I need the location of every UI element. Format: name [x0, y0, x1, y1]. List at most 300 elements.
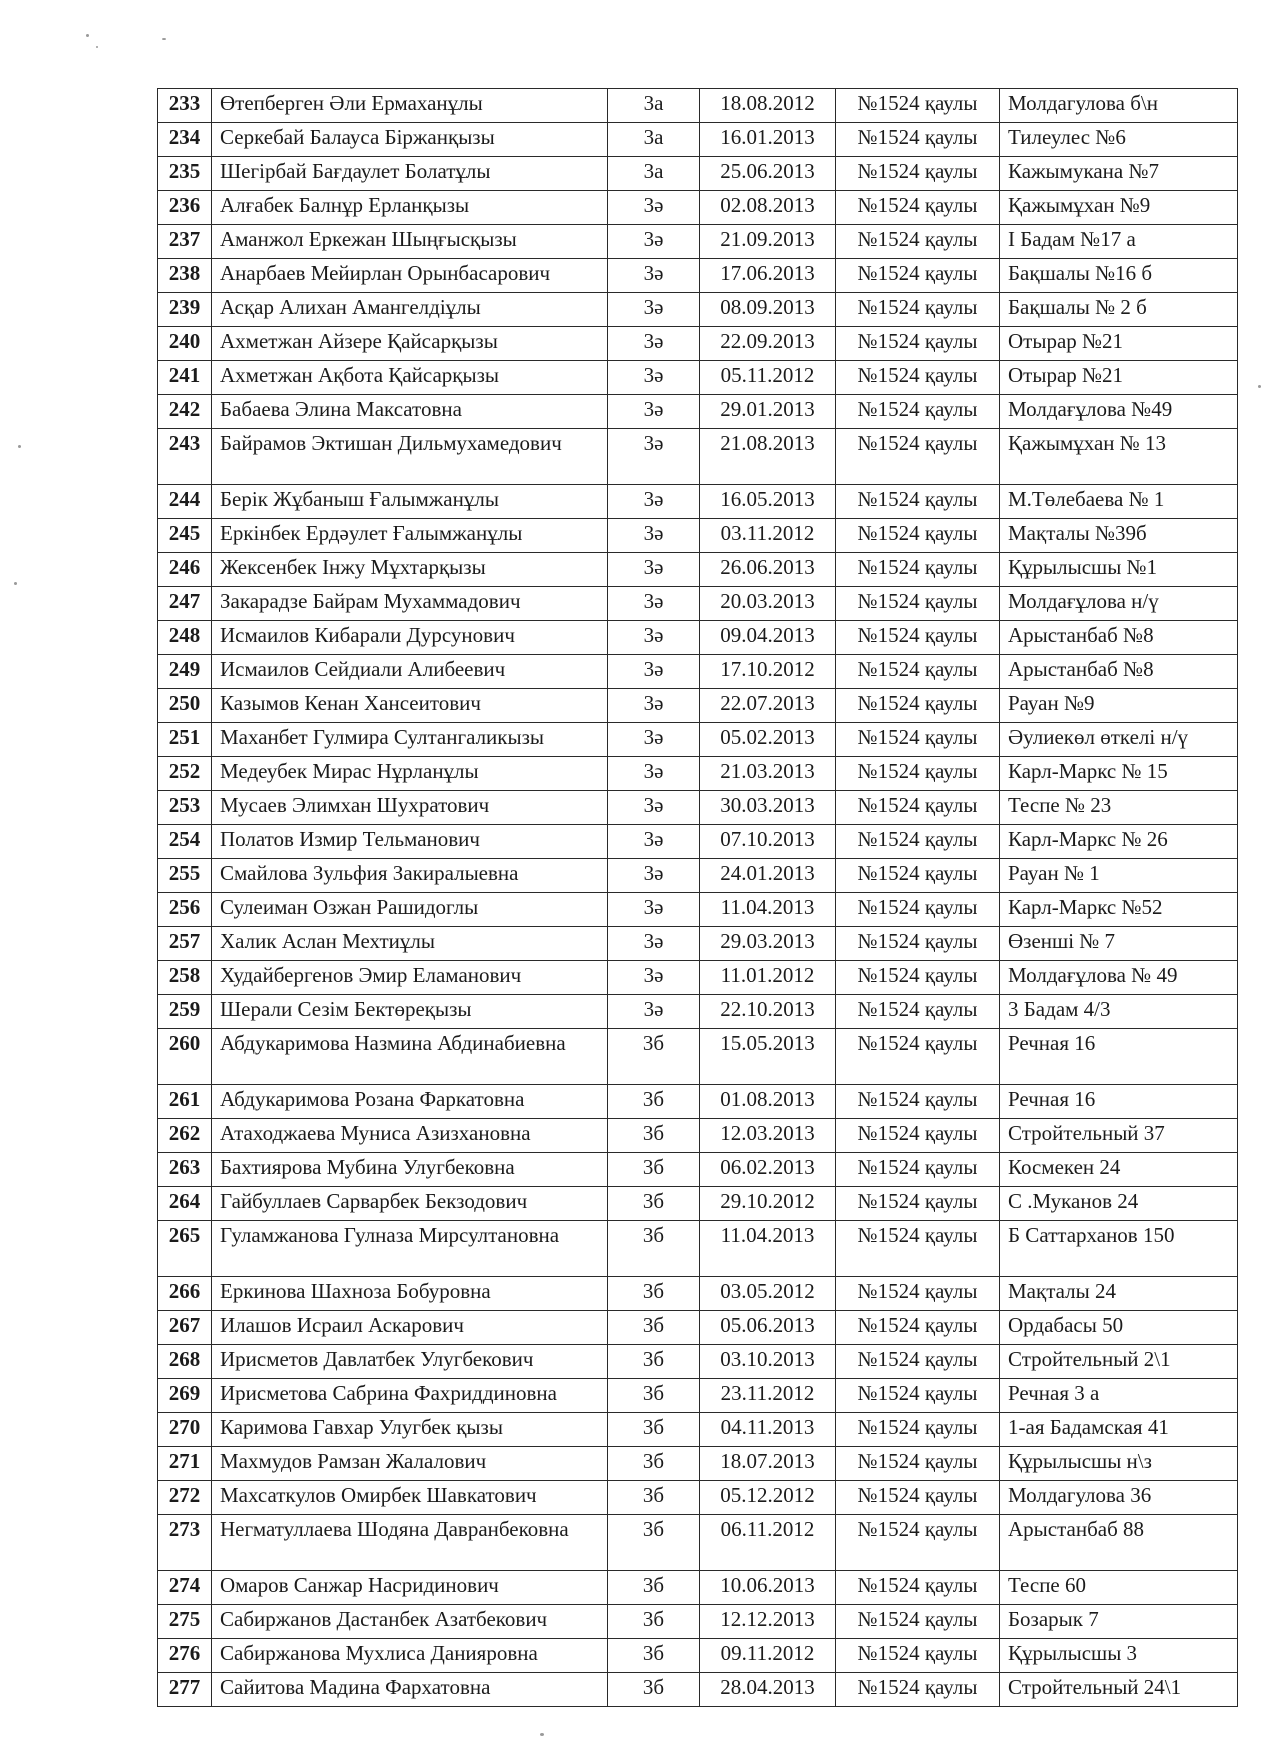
student-name-cell: Бабаева Элина Максатовна — [212, 395, 608, 429]
decree-ref-cell: №1524 қаулы — [836, 1277, 1000, 1311]
scan-speck — [96, 46, 98, 48]
home-address-cell: С .Муканов 24 — [1000, 1187, 1238, 1221]
row-number-cell: 257 — [158, 927, 212, 961]
table-row — [158, 519, 1238, 553]
student-name-cell: Гуламжанова Гулназа Мирсултановна — [212, 1221, 608, 1277]
birth-date-cell: 20.03.2013 — [700, 587, 836, 621]
decree-ref-cell: №1524 қаулы — [836, 587, 1000, 621]
student-roster-table — [157, 88, 1238, 1707]
home-address-cell: Арыстанбаб 88 — [1000, 1515, 1238, 1571]
birth-date-cell: 11.01.2012 — [700, 961, 836, 995]
class-name-cell: 3ә — [608, 757, 700, 791]
student-name-cell: Полатов Измир Тельманович — [212, 825, 608, 859]
birth-date-cell: 21.08.2013 — [700, 429, 836, 485]
table-row — [158, 1639, 1238, 1673]
student-name-cell: Сулеиман Озжан Рашидоглы — [212, 893, 608, 927]
scan-speck — [14, 582, 17, 585]
birth-date-cell: 11.04.2013 — [700, 893, 836, 927]
birth-date-cell: 17.06.2013 — [700, 259, 836, 293]
birth-date-cell: 16.05.2013 — [700, 485, 836, 519]
student-name-cell: Өтепберген Әли Ермаханұлы — [212, 89, 608, 123]
student-name-cell: Сабиржанов Дастанбек Азатбекович — [212, 1605, 608, 1639]
class-name-cell: 3б — [608, 1571, 700, 1605]
class-name-cell: 3ә — [608, 961, 700, 995]
home-address-cell: І Бадам №17 а — [1000, 225, 1238, 259]
decree-ref-cell: №1524 қаулы — [836, 757, 1000, 791]
table-row — [158, 1413, 1238, 1447]
table-row — [158, 395, 1238, 429]
birth-date-cell: 23.11.2012 — [700, 1379, 836, 1413]
table-row — [158, 1221, 1238, 1277]
student-name-cell: Берік Жұбаныш Ғалымжанұлы — [212, 485, 608, 519]
student-name-cell: Шегірбай Бағдаулет Болатұлы — [212, 157, 608, 191]
student-name-cell: Сайитова Мадина Фархатовна — [212, 1673, 608, 1707]
birth-date-cell: 22.09.2013 — [700, 327, 836, 361]
student-name-cell: Смайлова Зульфия Закиралыевна — [212, 859, 608, 893]
table-row — [158, 89, 1238, 123]
decree-ref-cell: №1524 қаулы — [836, 995, 1000, 1029]
birth-date-cell: 01.08.2013 — [700, 1085, 836, 1119]
student-name-cell: Каримова Гавхар Улугбек қызы — [212, 1413, 608, 1447]
home-address-cell: Молдағұлова № 49 — [1000, 961, 1238, 995]
home-address-cell: Отырар №21 — [1000, 361, 1238, 395]
home-address-cell: Бақшалы № 2 б — [1000, 293, 1238, 327]
home-address-cell: Теспе 60 — [1000, 1571, 1238, 1605]
student-name-cell: Абдукаримова Назмина Абдинабиевна — [212, 1029, 608, 1085]
birth-date-cell: 05.02.2013 — [700, 723, 836, 757]
class-name-cell: 3б — [608, 1119, 700, 1153]
decree-ref-cell: №1524 қаулы — [836, 1605, 1000, 1639]
row-number-cell: 234 — [158, 123, 212, 157]
class-name-cell: 3б — [608, 1515, 700, 1571]
table-row — [158, 1605, 1238, 1639]
home-address-cell: Әулиекөл өткелі н/ү — [1000, 723, 1238, 757]
table-row — [158, 1447, 1238, 1481]
home-address-cell: Қажымұхан №9 — [1000, 191, 1238, 225]
student-name-cell: Еркінбек Ердәулет Ғалымжанұлы — [212, 519, 608, 553]
table-row — [158, 1187, 1238, 1221]
class-name-cell: 3ә — [608, 995, 700, 1029]
home-address-cell: Кажымукана №7 — [1000, 157, 1238, 191]
row-number-cell: 270 — [158, 1413, 212, 1447]
class-name-cell: 3б — [608, 1221, 700, 1277]
birth-date-cell: 24.01.2013 — [700, 859, 836, 893]
class-name-cell: 3ә — [608, 519, 700, 553]
class-name-cell: 3б — [608, 1673, 700, 1707]
row-number-cell: 233 — [158, 89, 212, 123]
row-number-cell: 259 — [158, 995, 212, 1029]
student-name-cell: Маханбет Гулмира Султангаликызы — [212, 723, 608, 757]
roster-body — [158, 89, 1238, 1707]
class-name-cell: 3ә — [608, 395, 700, 429]
class-name-cell: 3ә — [608, 893, 700, 927]
birth-date-cell: 06.02.2013 — [700, 1153, 836, 1187]
decree-ref-cell: №1524 қаулы — [836, 961, 1000, 995]
home-address-cell: Арыстанбаб №8 — [1000, 655, 1238, 689]
decree-ref-cell: №1524 қаулы — [836, 1379, 1000, 1413]
decree-ref-cell: №1524 қаулы — [836, 1515, 1000, 1571]
class-name-cell: 3б — [608, 1605, 700, 1639]
table-row — [158, 293, 1238, 327]
birth-date-cell: 26.06.2013 — [700, 553, 836, 587]
row-number-cell: 245 — [158, 519, 212, 553]
student-name-cell: Еркинова Шахноза Бобуровна — [212, 1277, 608, 1311]
table-row — [158, 123, 1238, 157]
table-row — [158, 1571, 1238, 1605]
class-name-cell: 3ә — [608, 429, 700, 485]
class-name-cell: 3ә — [608, 791, 700, 825]
table-row — [158, 1277, 1238, 1311]
class-name-cell: 3ә — [608, 485, 700, 519]
decree-ref-cell: №1524 қаулы — [836, 1673, 1000, 1707]
decree-ref-cell: №1524 қаулы — [836, 157, 1000, 191]
class-name-cell: 3б — [608, 1311, 700, 1345]
decree-ref-cell: №1524 қаулы — [836, 293, 1000, 327]
row-number-cell: 269 — [158, 1379, 212, 1413]
class-name-cell: 3ә — [608, 927, 700, 961]
student-name-cell: Ирисметов Давлатбек Улугбекович — [212, 1345, 608, 1379]
decree-ref-cell: №1524 қаулы — [836, 1085, 1000, 1119]
row-number-cell: 273 — [158, 1515, 212, 1571]
home-address-cell: Бозарык 7 — [1000, 1605, 1238, 1639]
row-number-cell: 268 — [158, 1345, 212, 1379]
table-row — [158, 1311, 1238, 1345]
student-name-cell: Жексенбек Інжу Мұхтарқызы — [212, 553, 608, 587]
decree-ref-cell: №1524 қаулы — [836, 893, 1000, 927]
table-row — [158, 1029, 1238, 1085]
birth-date-cell: 10.06.2013 — [700, 1571, 836, 1605]
home-address-cell: Теспе № 23 — [1000, 791, 1238, 825]
table-row — [158, 927, 1238, 961]
decree-ref-cell: №1524 қаулы — [836, 1311, 1000, 1345]
home-address-cell: Молдағұлова №49 — [1000, 395, 1238, 429]
home-address-cell: Мақталы 24 — [1000, 1277, 1238, 1311]
home-address-cell: Космекен 24 — [1000, 1153, 1238, 1187]
table-row — [158, 621, 1238, 655]
home-address-cell: Карл-Маркс №52 — [1000, 893, 1238, 927]
decree-ref-cell: №1524 қаулы — [836, 89, 1000, 123]
table-row — [158, 1085, 1238, 1119]
home-address-cell: Речная 3 а — [1000, 1379, 1238, 1413]
table-row — [158, 1481, 1238, 1515]
class-name-cell: 3ә — [608, 191, 700, 225]
decree-ref-cell: №1524 қаулы — [836, 1187, 1000, 1221]
birth-date-cell: 05.06.2013 — [700, 1311, 836, 1345]
scan-speck — [540, 1733, 544, 1736]
decree-ref-cell: №1524 қаулы — [836, 723, 1000, 757]
table-row — [158, 587, 1238, 621]
home-address-cell: Отырар №21 — [1000, 327, 1238, 361]
row-number-cell: 256 — [158, 893, 212, 927]
home-address-cell: Өзенші № 7 — [1000, 927, 1238, 961]
row-number-cell: 238 — [158, 259, 212, 293]
home-address-cell: Қажымұхан № 13 — [1000, 429, 1238, 485]
home-address-cell: Речная 16 — [1000, 1085, 1238, 1119]
home-address-cell: Стройтельный 37 — [1000, 1119, 1238, 1153]
student-name-cell: Байрамов Эктишан Дильмухамедович — [212, 429, 608, 485]
table-row — [158, 1153, 1238, 1187]
birth-date-cell: 05.12.2012 — [700, 1481, 836, 1515]
class-name-cell: 3б — [608, 1379, 700, 1413]
student-name-cell: Исмаилов Кибарали Дурсунович — [212, 621, 608, 655]
class-name-cell: 3ә — [608, 327, 700, 361]
student-name-cell: Бахтиярова Мубина Улугбековна — [212, 1153, 608, 1187]
row-number-cell: 263 — [158, 1153, 212, 1187]
row-number-cell: 243 — [158, 429, 212, 485]
table-row — [158, 1379, 1238, 1413]
table-row — [158, 259, 1238, 293]
class-name-cell: 3ә — [608, 225, 700, 259]
class-name-cell: 3б — [608, 1345, 700, 1379]
decree-ref-cell: №1524 қаулы — [836, 927, 1000, 961]
row-number-cell: 249 — [158, 655, 212, 689]
class-name-cell: 3а — [608, 89, 700, 123]
birth-date-cell: 03.11.2012 — [700, 519, 836, 553]
student-name-cell: Атаходжаева Муниса Азизхановна — [212, 1119, 608, 1153]
birth-date-cell: 09.11.2012 — [700, 1639, 836, 1673]
birth-date-cell: 17.10.2012 — [700, 655, 836, 689]
home-address-cell: 1-ая Бадамская 41 — [1000, 1413, 1238, 1447]
table-row — [158, 191, 1238, 225]
row-number-cell: 244 — [158, 485, 212, 519]
decree-ref-cell: №1524 қаулы — [836, 485, 1000, 519]
decree-ref-cell: №1524 қаулы — [836, 327, 1000, 361]
home-address-cell: Мақталы №39б — [1000, 519, 1238, 553]
class-name-cell: 3ә — [608, 553, 700, 587]
student-name-cell: Сабиржанова Мухлиса Данияровна — [212, 1639, 608, 1673]
home-address-cell: Ордабасы 50 — [1000, 1311, 1238, 1345]
decree-ref-cell: №1524 қаулы — [836, 429, 1000, 485]
row-number-cell: 265 — [158, 1221, 212, 1277]
class-name-cell: 3б — [608, 1187, 700, 1221]
table-row — [158, 327, 1238, 361]
class-name-cell: 3ә — [608, 361, 700, 395]
table-row — [158, 157, 1238, 191]
class-name-cell: 3ә — [608, 621, 700, 655]
birth-date-cell: 03.05.2012 — [700, 1277, 836, 1311]
home-address-cell: Бақшалы №16 б — [1000, 259, 1238, 293]
birth-date-cell: 15.05.2013 — [700, 1029, 836, 1085]
home-address-cell: Рауан №9 — [1000, 689, 1238, 723]
home-address-cell: Арыстанбаб №8 — [1000, 621, 1238, 655]
decree-ref-cell: №1524 қаулы — [836, 655, 1000, 689]
home-address-cell: Стройтельный 2\1 — [1000, 1345, 1238, 1379]
row-number-cell: 236 — [158, 191, 212, 225]
row-number-cell: 261 — [158, 1085, 212, 1119]
birth-date-cell: 03.10.2013 — [700, 1345, 836, 1379]
student-name-cell: Казымов Кенан Хансеитович — [212, 689, 608, 723]
student-name-cell: Ахметжан Ақбота Қайсарқызы — [212, 361, 608, 395]
birth-date-cell: 21.03.2013 — [700, 757, 836, 791]
row-number-cell: 271 — [158, 1447, 212, 1481]
table-row — [158, 723, 1238, 757]
class-name-cell: 3ә — [608, 655, 700, 689]
student-name-cell: Махсаткулов Омирбек Шавкатович — [212, 1481, 608, 1515]
birth-date-cell: 11.04.2013 — [700, 1221, 836, 1277]
home-address-cell: Құрылысшы №1 — [1000, 553, 1238, 587]
decree-ref-cell: №1524 қаулы — [836, 859, 1000, 893]
birth-date-cell: 30.03.2013 — [700, 791, 836, 825]
class-name-cell: 3ә — [608, 293, 700, 327]
birth-date-cell: 05.11.2012 — [700, 361, 836, 395]
row-number-cell: 276 — [158, 1639, 212, 1673]
student-name-cell: Илашов Исраил Аскарович — [212, 1311, 608, 1345]
student-name-cell: Гайбуллаев Сарварбек Бекзодович — [212, 1187, 608, 1221]
student-name-cell: Ахметжан Айзере Қайсарқызы — [212, 327, 608, 361]
row-number-cell: 248 — [158, 621, 212, 655]
home-address-cell: 3 Бадам 4/3 — [1000, 995, 1238, 1029]
class-name-cell: 3б — [608, 1639, 700, 1673]
table-row — [158, 825, 1238, 859]
student-name-cell: Худайбергенов Эмир Еламанович — [212, 961, 608, 995]
birth-date-cell: 22.10.2013 — [700, 995, 836, 1029]
decree-ref-cell: №1524 қаулы — [836, 1221, 1000, 1277]
row-number-cell: 274 — [158, 1571, 212, 1605]
birth-date-cell: 06.11.2012 — [700, 1515, 836, 1571]
table-row — [158, 485, 1238, 519]
table-row — [158, 791, 1238, 825]
home-address-cell: М.Төлебаева № 1 — [1000, 485, 1238, 519]
class-name-cell: 3б — [608, 1085, 700, 1119]
student-name-cell: Халик Аслан Мехтиұлы — [212, 927, 608, 961]
birth-date-cell: 18.08.2012 — [700, 89, 836, 123]
birth-date-cell: 08.09.2013 — [700, 293, 836, 327]
student-name-cell: Закарадзе Байрам Мухаммадович — [212, 587, 608, 621]
decree-ref-cell: №1524 қаулы — [836, 123, 1000, 157]
row-number-cell: 275 — [158, 1605, 212, 1639]
row-number-cell: 277 — [158, 1673, 212, 1707]
decree-ref-cell: №1524 қаулы — [836, 225, 1000, 259]
birth-date-cell: 28.04.2013 — [700, 1673, 836, 1707]
class-name-cell: 3ә — [608, 259, 700, 293]
home-address-cell: Б Саттарханов 150 — [1000, 1221, 1238, 1277]
decree-ref-cell: №1524 қаулы — [836, 1153, 1000, 1187]
row-number-cell: 240 — [158, 327, 212, 361]
student-name-cell: Шерали Сезім Бектөреқызы — [212, 995, 608, 1029]
row-number-cell: 253 — [158, 791, 212, 825]
student-name-cell: Исмаилов Сейдиали Алибеевич — [212, 655, 608, 689]
row-number-cell: 272 — [158, 1481, 212, 1515]
decree-ref-cell: №1524 қаулы — [836, 395, 1000, 429]
row-number-cell: 250 — [158, 689, 212, 723]
class-name-cell: 3ә — [608, 825, 700, 859]
birth-date-cell: 07.10.2013 — [700, 825, 836, 859]
row-number-cell: 264 — [158, 1187, 212, 1221]
student-name-cell: Асқар Алихан Амангелдіұлы — [212, 293, 608, 327]
class-name-cell: 3ә — [608, 689, 700, 723]
scan-speck — [1258, 385, 1261, 388]
table-row — [158, 757, 1238, 791]
home-address-cell: Карл-Маркс № 26 — [1000, 825, 1238, 859]
birth-date-cell: 21.09.2013 — [700, 225, 836, 259]
class-name-cell: 3ә — [608, 587, 700, 621]
table-row — [158, 1673, 1238, 1707]
student-name-cell: Ирисметова Сабрина Фахриддиновна — [212, 1379, 608, 1413]
student-name-cell: Негматуллаева Шодяна Давранбековна — [212, 1515, 608, 1571]
table-row — [158, 1515, 1238, 1571]
home-address-cell: Карл-Маркс № 15 — [1000, 757, 1238, 791]
decree-ref-cell: №1524 қаулы — [836, 621, 1000, 655]
student-name-cell: Серкебай Балауса Біржанқызы — [212, 123, 608, 157]
home-address-cell: Молдагулова 36 — [1000, 1481, 1238, 1515]
class-name-cell: 3б — [608, 1153, 700, 1187]
decree-ref-cell: №1524 қаулы — [836, 191, 1000, 225]
birth-date-cell: 22.07.2013 — [700, 689, 836, 723]
decree-ref-cell: №1524 қаулы — [836, 1345, 1000, 1379]
home-address-cell: Тилеулес №6 — [1000, 123, 1238, 157]
table-row — [158, 961, 1238, 995]
birth-date-cell: 04.11.2013 — [700, 1413, 836, 1447]
home-address-cell: Құрылысшы н\з — [1000, 1447, 1238, 1481]
decree-ref-cell: №1524 қаулы — [836, 1571, 1000, 1605]
table-row — [158, 361, 1238, 395]
student-name-cell: Омаров Санжар Насридинович — [212, 1571, 608, 1605]
table-row — [158, 1345, 1238, 1379]
birth-date-cell: 25.06.2013 — [700, 157, 836, 191]
row-number-cell: 267 — [158, 1311, 212, 1345]
row-number-cell: 251 — [158, 723, 212, 757]
scan-speck — [162, 38, 166, 40]
student-name-cell: Абдукаримова Розана Фаркатовна — [212, 1085, 608, 1119]
row-number-cell: 266 — [158, 1277, 212, 1311]
birth-date-cell: 29.01.2013 — [700, 395, 836, 429]
birth-date-cell: 29.10.2012 — [700, 1187, 836, 1221]
row-number-cell: 260 — [158, 1029, 212, 1085]
birth-date-cell: 29.03.2013 — [700, 927, 836, 961]
decree-ref-cell: №1524 қаулы — [836, 1413, 1000, 1447]
table-row — [158, 689, 1238, 723]
birth-date-cell: 09.04.2013 — [700, 621, 836, 655]
scan-speck — [86, 34, 89, 37]
decree-ref-cell: №1524 қаулы — [836, 519, 1000, 553]
table-row — [158, 893, 1238, 927]
student-name-cell: Анарбаев Мейирлан Орынбасарович — [212, 259, 608, 293]
row-number-cell: 235 — [158, 157, 212, 191]
class-name-cell: 3б — [608, 1447, 700, 1481]
birth-date-cell: 18.07.2013 — [700, 1447, 836, 1481]
decree-ref-cell: №1524 қаулы — [836, 1447, 1000, 1481]
table-row — [158, 655, 1238, 689]
row-number-cell: 246 — [158, 553, 212, 587]
row-number-cell: 255 — [158, 859, 212, 893]
row-number-cell: 247 — [158, 587, 212, 621]
home-address-cell: Құрылысшы 3 — [1000, 1639, 1238, 1673]
decree-ref-cell: №1524 қаулы — [836, 1481, 1000, 1515]
row-number-cell: 242 — [158, 395, 212, 429]
table-row — [158, 859, 1238, 893]
decree-ref-cell: №1524 қаулы — [836, 1029, 1000, 1085]
home-address-cell: Стройтельный 24\1 — [1000, 1673, 1238, 1707]
decree-ref-cell: №1524 қаулы — [836, 689, 1000, 723]
decree-ref-cell: №1524 қаулы — [836, 361, 1000, 395]
class-name-cell: 3б — [608, 1481, 700, 1515]
row-number-cell: 239 — [158, 293, 212, 327]
table-row — [158, 225, 1238, 259]
class-name-cell: 3б — [608, 1277, 700, 1311]
home-address-cell: Молдагулова б\н — [1000, 89, 1238, 123]
class-name-cell: 3б — [608, 1029, 700, 1085]
student-name-cell: Алғабек Балнұр Ерланқызы — [212, 191, 608, 225]
birth-date-cell: 12.03.2013 — [700, 1119, 836, 1153]
decree-ref-cell: №1524 қаулы — [836, 1639, 1000, 1673]
class-name-cell: 3б — [608, 1413, 700, 1447]
row-number-cell: 258 — [158, 961, 212, 995]
student-name-cell: Аманжол Еркежан Шыңғысқызы — [212, 225, 608, 259]
row-number-cell: 262 — [158, 1119, 212, 1153]
class-name-cell: 3а — [608, 157, 700, 191]
home-address-cell: Молдағұлова н/ү — [1000, 587, 1238, 621]
student-name-cell: Махмудов Рамзан Жалалович — [212, 1447, 608, 1481]
